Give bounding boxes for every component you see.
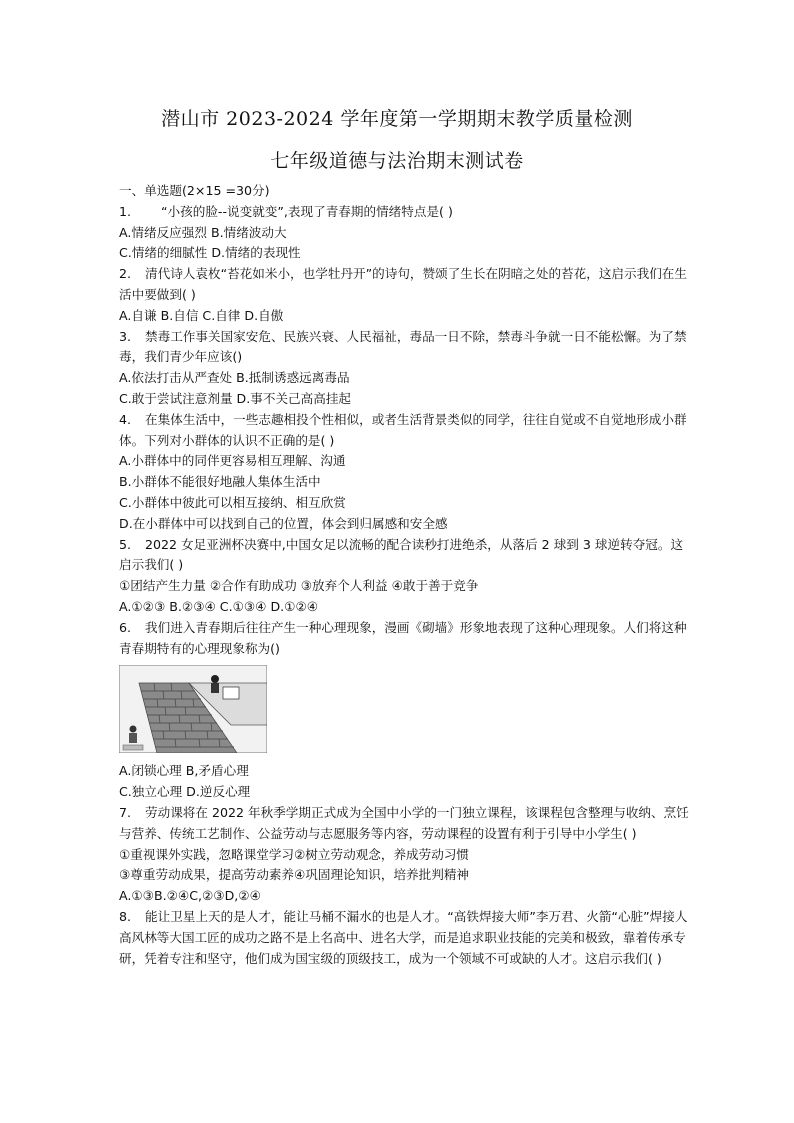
option-line: C.情绪的细腻性 D.情绪的表现性 <box>119 245 301 261</box>
question-stem: 我们进入青春期后往往产生一种心理现象，漫画《砌墙》形象地表现了这种心理现象。人们将这种青春期特有的心理现象称为() <box>119 619 687 656</box>
option-line: A.依法打击从严查处 B.抵制诱惑远离毒品 <box>119 370 350 386</box>
option-line: C.小群体中彼此可以相互接纳、相互欣赏 <box>119 494 346 510</box>
option-line: A.①②③ B.②③④ C.①③④ D.①②④ <box>119 598 319 614</box>
question-3 <box>119 327 694 369</box>
question-stem: 劳动课将在 2022 年秋季学期正式成为全国中小学的一门独立课程，该课程包含整理与收纳、烹饪与营养、传统工艺制作、公益劳动与志愿服务等内容，劳动课程的设置有利于引导中小学生( ) <box>119 804 689 841</box>
option-line: A.自谦 B.自信 C.自律 D.自傲 <box>119 307 284 323</box>
option-line: A.闭锁心理 B,矛盾心理 <box>119 763 249 779</box>
question-stem: 在集体生活中，一些志趣相投个性相似，或者生活背景类似的同学，往往自觉或不自觉地形成小群体。下列对小群体的认识不正确的是( ) <box>119 411 687 448</box>
question-number: 6. <box>119 619 132 635</box>
question-4 <box>119 410 694 452</box>
exam-content <box>119 181 694 969</box>
question-6 <box>119 618 694 660</box>
question-stem: 清代诗人袁枚“苔花如米小，也学牡丹开”的诗句，赞颂了生长在阴暗之处的苔花，这启示我们在生活中要做到( ) <box>119 266 687 302</box>
statement-line: ③尊重劳动成果，提高劳动素养④巩固理论知识，培养批判精神 <box>119 867 470 883</box>
page-subtitle: 七年级道德与法治期末测试卷 <box>270 150 524 172</box>
option-line: A.①③B.②④C,②③D,②④ <box>119 888 261 904</box>
question-number: 5. <box>119 536 132 552</box>
option-line: C.敢于尝试注意剂量 D.事不关己高高挂起 <box>119 390 352 406</box>
page-title: 潜山市 2023-2024 学年度第一学期期末教学质量检测 <box>161 108 633 130</box>
question-number: 2. <box>119 266 132 282</box>
section-heading: 一、单选题(2×15 =30分) <box>119 183 270 198</box>
question-1 <box>119 202 694 223</box>
option-line: A.情绪反应强烈 B.情绪波动大 <box>119 224 287 240</box>
question-stem: 能让卫星上天的是人才，能让马桶不漏水的也是人才。“高铁焊接大师”李万君、火箭“心脏”焊接人高风林等大国工匠的成功之路不是上名高中、进名大学，而是追求职业技能的完美和极致，靠着传承专研，凭着专注和坚守，他们成为国宝级的顶级技工，成为一个领域不可或缺的人才。这启示我们( ) <box>119 908 688 966</box>
option-line: C.独立心理 D.逆反心理 <box>119 784 251 800</box>
statement-line: ①重视课外实践，忽略课堂学习②树立劳动观念，养成劳动习惯 <box>119 846 470 862</box>
option-line: A.小群体中的同伴更容易相互理解、沟通 <box>119 453 346 469</box>
question-number: 8. <box>119 908 132 924</box>
option-line: D.在小群体中可以找到自己的位置，体会到归属感和安全感 <box>119 515 448 531</box>
option-line: B.小群体不能很好地融人集体生活中 <box>119 474 321 490</box>
question-number: 3. <box>119 328 132 344</box>
question-number: 7. <box>119 804 132 820</box>
question-5 <box>119 535 694 577</box>
question-number: 1. <box>119 203 132 219</box>
wall-building-cartoon-image <box>119 665 267 753</box>
question-number: 4. <box>119 411 132 427</box>
question-stem: 禁毒工作事关国家安危、民族兴衰、人民福祉，毒品一日不除，禁毒斗争就一日不能松懈。为了禁毒，我们青少年应该() <box>119 328 687 365</box>
question-stem: “小孩的脸--说变就变”,表现了青春期的情绪特点是( ) <box>161 203 453 219</box>
question-7 <box>119 803 694 845</box>
question-stem: 2022 女足亚洲杯决赛中,中国女足以流畅的配合读秒打进绝杀，从落后 2 球到 3 球逆转夺冠。这启示我们( ) <box>119 536 684 573</box>
question-8 <box>119 907 694 969</box>
question-2 <box>119 264 694 306</box>
statement-line: ①团结产生力量 ②合作有助成功 ③放弃个人利益 ④敢于善于竞争 <box>119 578 479 594</box>
